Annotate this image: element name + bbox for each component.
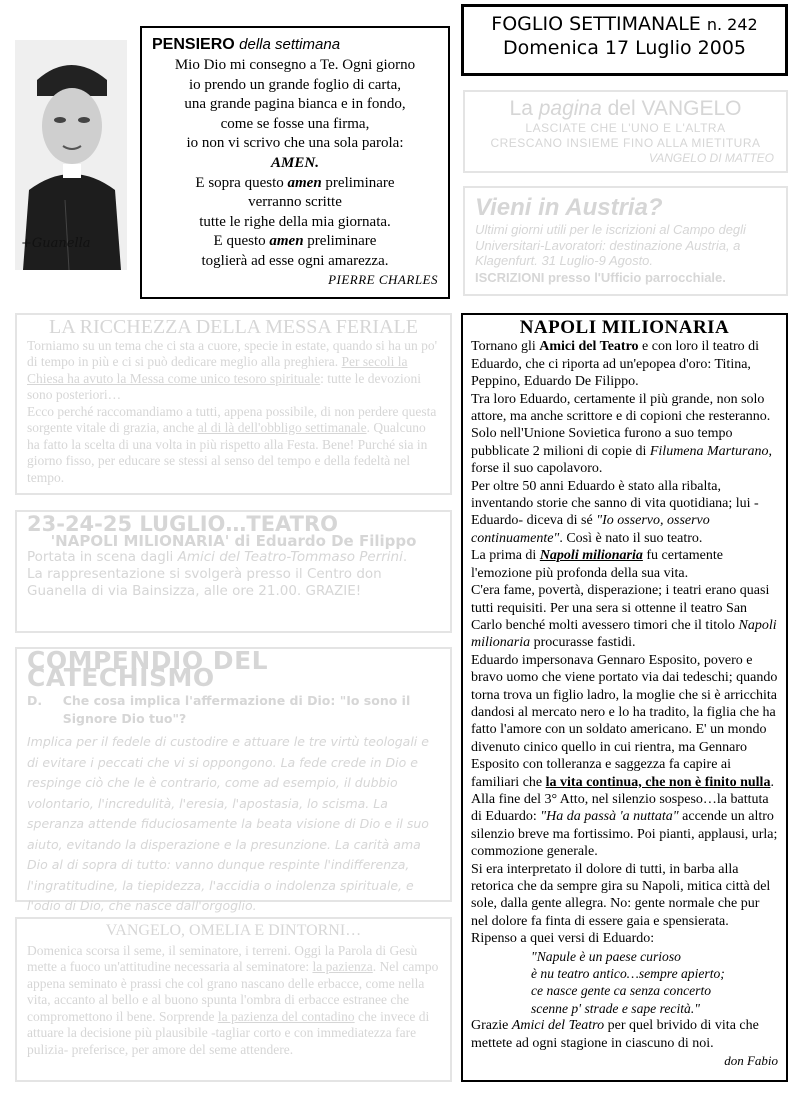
thought-line: tutte le righe della mia giornata. bbox=[199, 213, 391, 230]
theatre-announcement-box bbox=[15, 510, 452, 633]
thought-line: come se fosse una firma, bbox=[220, 115, 370, 132]
issue-number: n. 242 bbox=[706, 15, 758, 34]
gospel-title: La pagina del VANGELO bbox=[509, 97, 742, 120]
article-paragraph: Per oltre 50 anni Eduardo è stato alla ribalta, inventando storie che sanno di vita quotidiana; lui -Eduardo- diceva di sé "Io osservo, osservo continuamente". Così è nato il suo teatro. bbox=[471, 478, 759, 546]
austria-body: Ultimi giorni utili per le iscrizioni al Campo degli Universitari-Lavoratori: destinazione Austria, a Klagenfurt. 31 Luglio-9 Agosto. bbox=[475, 222, 746, 268]
thought-author: PIERRE CHARLES bbox=[328, 271, 438, 287]
catechism-answer: Implica per il fedele di custodire e attuare le tre virtù teologali e di evitare i peccati che vi si oppongono. La fede crede in Dio e respinge ciò che le è contrario, come ad esempio, il dubbio volontario, l'incredulità, l'eresia, l'apostasia, lo scisma. La speranza attende fiduciosamente la beata visione di Dio e il suo aiuto, evitando la disperazione e la presunzione. La carità ama Dio al di sopra di tutto: vanno dunque respinte l'indifferenza, l'ingratitudine, la tiepidezza, l'accidia o indolenza spirituale, e l'odio di Dio, che nasce dall'orgoglio. bbox=[27, 734, 429, 913]
header-date: Domenica 17 Luglio 2005 bbox=[502, 37, 747, 59]
mass-article-title: LA RICCHEZZA DELLA MESSA FERIALE bbox=[49, 316, 418, 338]
thought-of-the-week-box bbox=[140, 26, 450, 299]
article-paragraph: Tornano gli Amici del Teatro e con loro il teatro di Eduardo, che ci riporta ad un'epopea d'oro: Titina, Peppino, Eduardo De Filippo. bbox=[471, 339, 760, 390]
eduardo-poem bbox=[471, 948, 778, 1018]
catechism-question: D. Che cosa implica l'affermazione di Dio: "Io sono il Signore Dio tuo"? bbox=[27, 693, 411, 726]
poem-line: "Napule è un paese curioso bbox=[531, 948, 681, 964]
austria-title: Vieni in Austria? bbox=[475, 194, 663, 221]
homily-box bbox=[15, 917, 452, 1082]
poem-line: scenne p' strade e sape recità." bbox=[531, 1000, 700, 1016]
thought-line: verranno scritte bbox=[248, 194, 342, 211]
thought-title bbox=[152, 36, 438, 54]
catechism-box bbox=[15, 646, 452, 913]
poem-line: è nu teatro antico…sempre apierto; bbox=[531, 966, 725, 982]
article-paragraph: Si era interpretato il dolore di tutti, in barba alla retorica che da sempre gira su Napoli, mitica città del sole, dalla gente allegra. No: gente normale che pur nel dolore fa finta di essere gaia e spensierata. Ripenso a quei versi di Eduardo: bbox=[471, 861, 771, 947]
article-title: NAPOLI MILIONARIA bbox=[519, 317, 730, 338]
thought-line: Mio Dio mi consegno a Te. Ogni giorno bbox=[174, 57, 416, 73]
article-paragraph: Grazie Amici del Teatro per quel brivido di vita che mettete ad ogni stagione in ciascuno di noi. bbox=[471, 1018, 759, 1051]
mass-article-body: Torniamo su un tema che ci sta a cuore, specie in estate, quando si ha un po' di tempo in più e ci si può dedicare meglio alla preghiera. Per secoli la Chiesa ha avuto la Messa come unico tesoro spirituale: tutte le devozioni sono posteriori… Ecco perché raccomandiamo a tutti, appena possibile, di non perdere questa sorgente vitale di grazia, anche al di là dell'obbligo settimanale. Qualcuno ha fatto la scelta di una volta in più rispetto alla Festa. Bene! Purché sia in giorno fisso, per educare se stessi al senso del tempo e della fedeltà nel tempo. bbox=[27, 337, 438, 485]
napoli-milionaria-article bbox=[461, 313, 788, 1082]
austria-registrations: ISCRIZIONI presso l'Ufficio parrocchiale. bbox=[475, 269, 726, 285]
thought-line: io non vi scrivo che una sola parola: bbox=[186, 135, 404, 152]
thought-text bbox=[152, 56, 438, 272]
article-paragraph: C'era fame, povertà, disperazione; i teatri erano quasi tutti requisiti. Per una sera si ottenne il teatro San Carlo benché molti avessero timori che il titolo Napoli milionaria procurasse fastidi. bbox=[471, 583, 777, 651]
article-paragraph: Tra loro Eduardo, certamente il più grande, non solo attore, ma anche scrittore e di copioni che resteranno. Solo nell'Unione Sovietica furono a suo tempo pubblicate 2 milioni di copie di Filumena Marturano, forse il suo capolavoro. bbox=[471, 391, 772, 477]
thought-line: toglierà ad esse ogni amarezza. bbox=[201, 252, 389, 269]
theatre-title: 23-24-25 LUGLIO…TEATRO bbox=[27, 512, 339, 536]
signature-text: +Guanella bbox=[21, 236, 91, 251]
homily-title: VANGELO, OMELIA E DINTORNI… bbox=[105, 922, 362, 939]
header-title: FOGLIO SETTIMANALE n. 242 bbox=[491, 13, 758, 35]
theatre-subtitle: 'NAPOLI MILIONARIA' di Eduardo De Filippo bbox=[50, 531, 417, 550]
gospel-subtitle-1: LASCIATE CHE L'UNO E L'ALTRA bbox=[525, 121, 726, 135]
theatre-body: Portata in scena dagli Amici del Teatro-Tommaso Perrini. La rappresentazione si svolgerà presso il Centro don Guanella di via Bainsizza, alle ore 21.00. GRAZIE! bbox=[27, 549, 408, 599]
article-paragraph: Alla fine del 3° Atto, nel silenzio sospeso…la battuta di Eduardo: "Ha da passà 'a nuttata" accende un altro silenzio breve ma fortissimo. Poi pianti, applausi, urla; commozione generale. bbox=[471, 791, 778, 860]
homily-body: Domenica scorsa il seme, il seminatore, i terreni. Oggi la Parola di Gesù mette a fuoco un'attitudine necessaria al seminatore: la pazienza. Nel campo appena seminato è prassi che col grano nascano delle erbacce, come nella vita, accanto al bello e al buono spunta l'ombra di erbacce estranee che compromettono il bene. Sorprende la pazienza del contadino che invece di attuare la decisione più plausibile -tagliar corto e con immediatezza fare pulizia- preferisce, per amore del seme attendere. bbox=[27, 942, 439, 1057]
gospel-box bbox=[463, 90, 788, 173]
article-paragraph: La prima di Napoli milionaria fu certamente l'emozione più profonda della sua vita. bbox=[471, 548, 723, 581]
gospel-subtitle-2: CRESCANO INSIEME FINO ALLA MIETITURA bbox=[490, 136, 761, 150]
article-signature: don Fabio bbox=[724, 1053, 778, 1069]
gospel-author: VANGELO DI MATTEO bbox=[648, 151, 774, 165]
thought-line: io prendo un grande foglio di carta, bbox=[188, 76, 401, 93]
thought-title-bold: PENSIERO bbox=[152, 36, 235, 53]
thought-title-italic: della settimana bbox=[239, 36, 341, 53]
thought-line: E sopra questo amen preliminare bbox=[195, 174, 395, 191]
poem-line: ce nasce gente ca senza concerto bbox=[531, 983, 712, 999]
catechism-title: COMPENDIO DEL CATECHISMO bbox=[27, 646, 269, 692]
thought-amen-line: AMEN. bbox=[271, 154, 319, 171]
article-paragraph: Eduardo impersonava Gennaro Esposito, povero e bravo uomo che viene portato via dai tedeschi; quando torna trova un figlio ladro, la moglie che si è arricchita dandosi al mercato nero e lo ha tradito, la figlia che ha fatto l'amore con un soldato americano. E' un mondo divenuto cinico quello in cui rientra, ma Gennaro Esposito con tolleranza e saggezza fa capire ai familiari che la vita continua, che non è finito nulla. bbox=[471, 652, 778, 790]
newsletter-header bbox=[461, 4, 788, 76]
thought-line: E questo amen preliminare bbox=[213, 233, 377, 250]
mass-article-box bbox=[15, 313, 452, 495]
austria-camp-box bbox=[463, 186, 788, 296]
thought-line: una grande pagina bianca e in fondo, bbox=[184, 96, 406, 113]
priest-portrait bbox=[15, 40, 127, 270]
